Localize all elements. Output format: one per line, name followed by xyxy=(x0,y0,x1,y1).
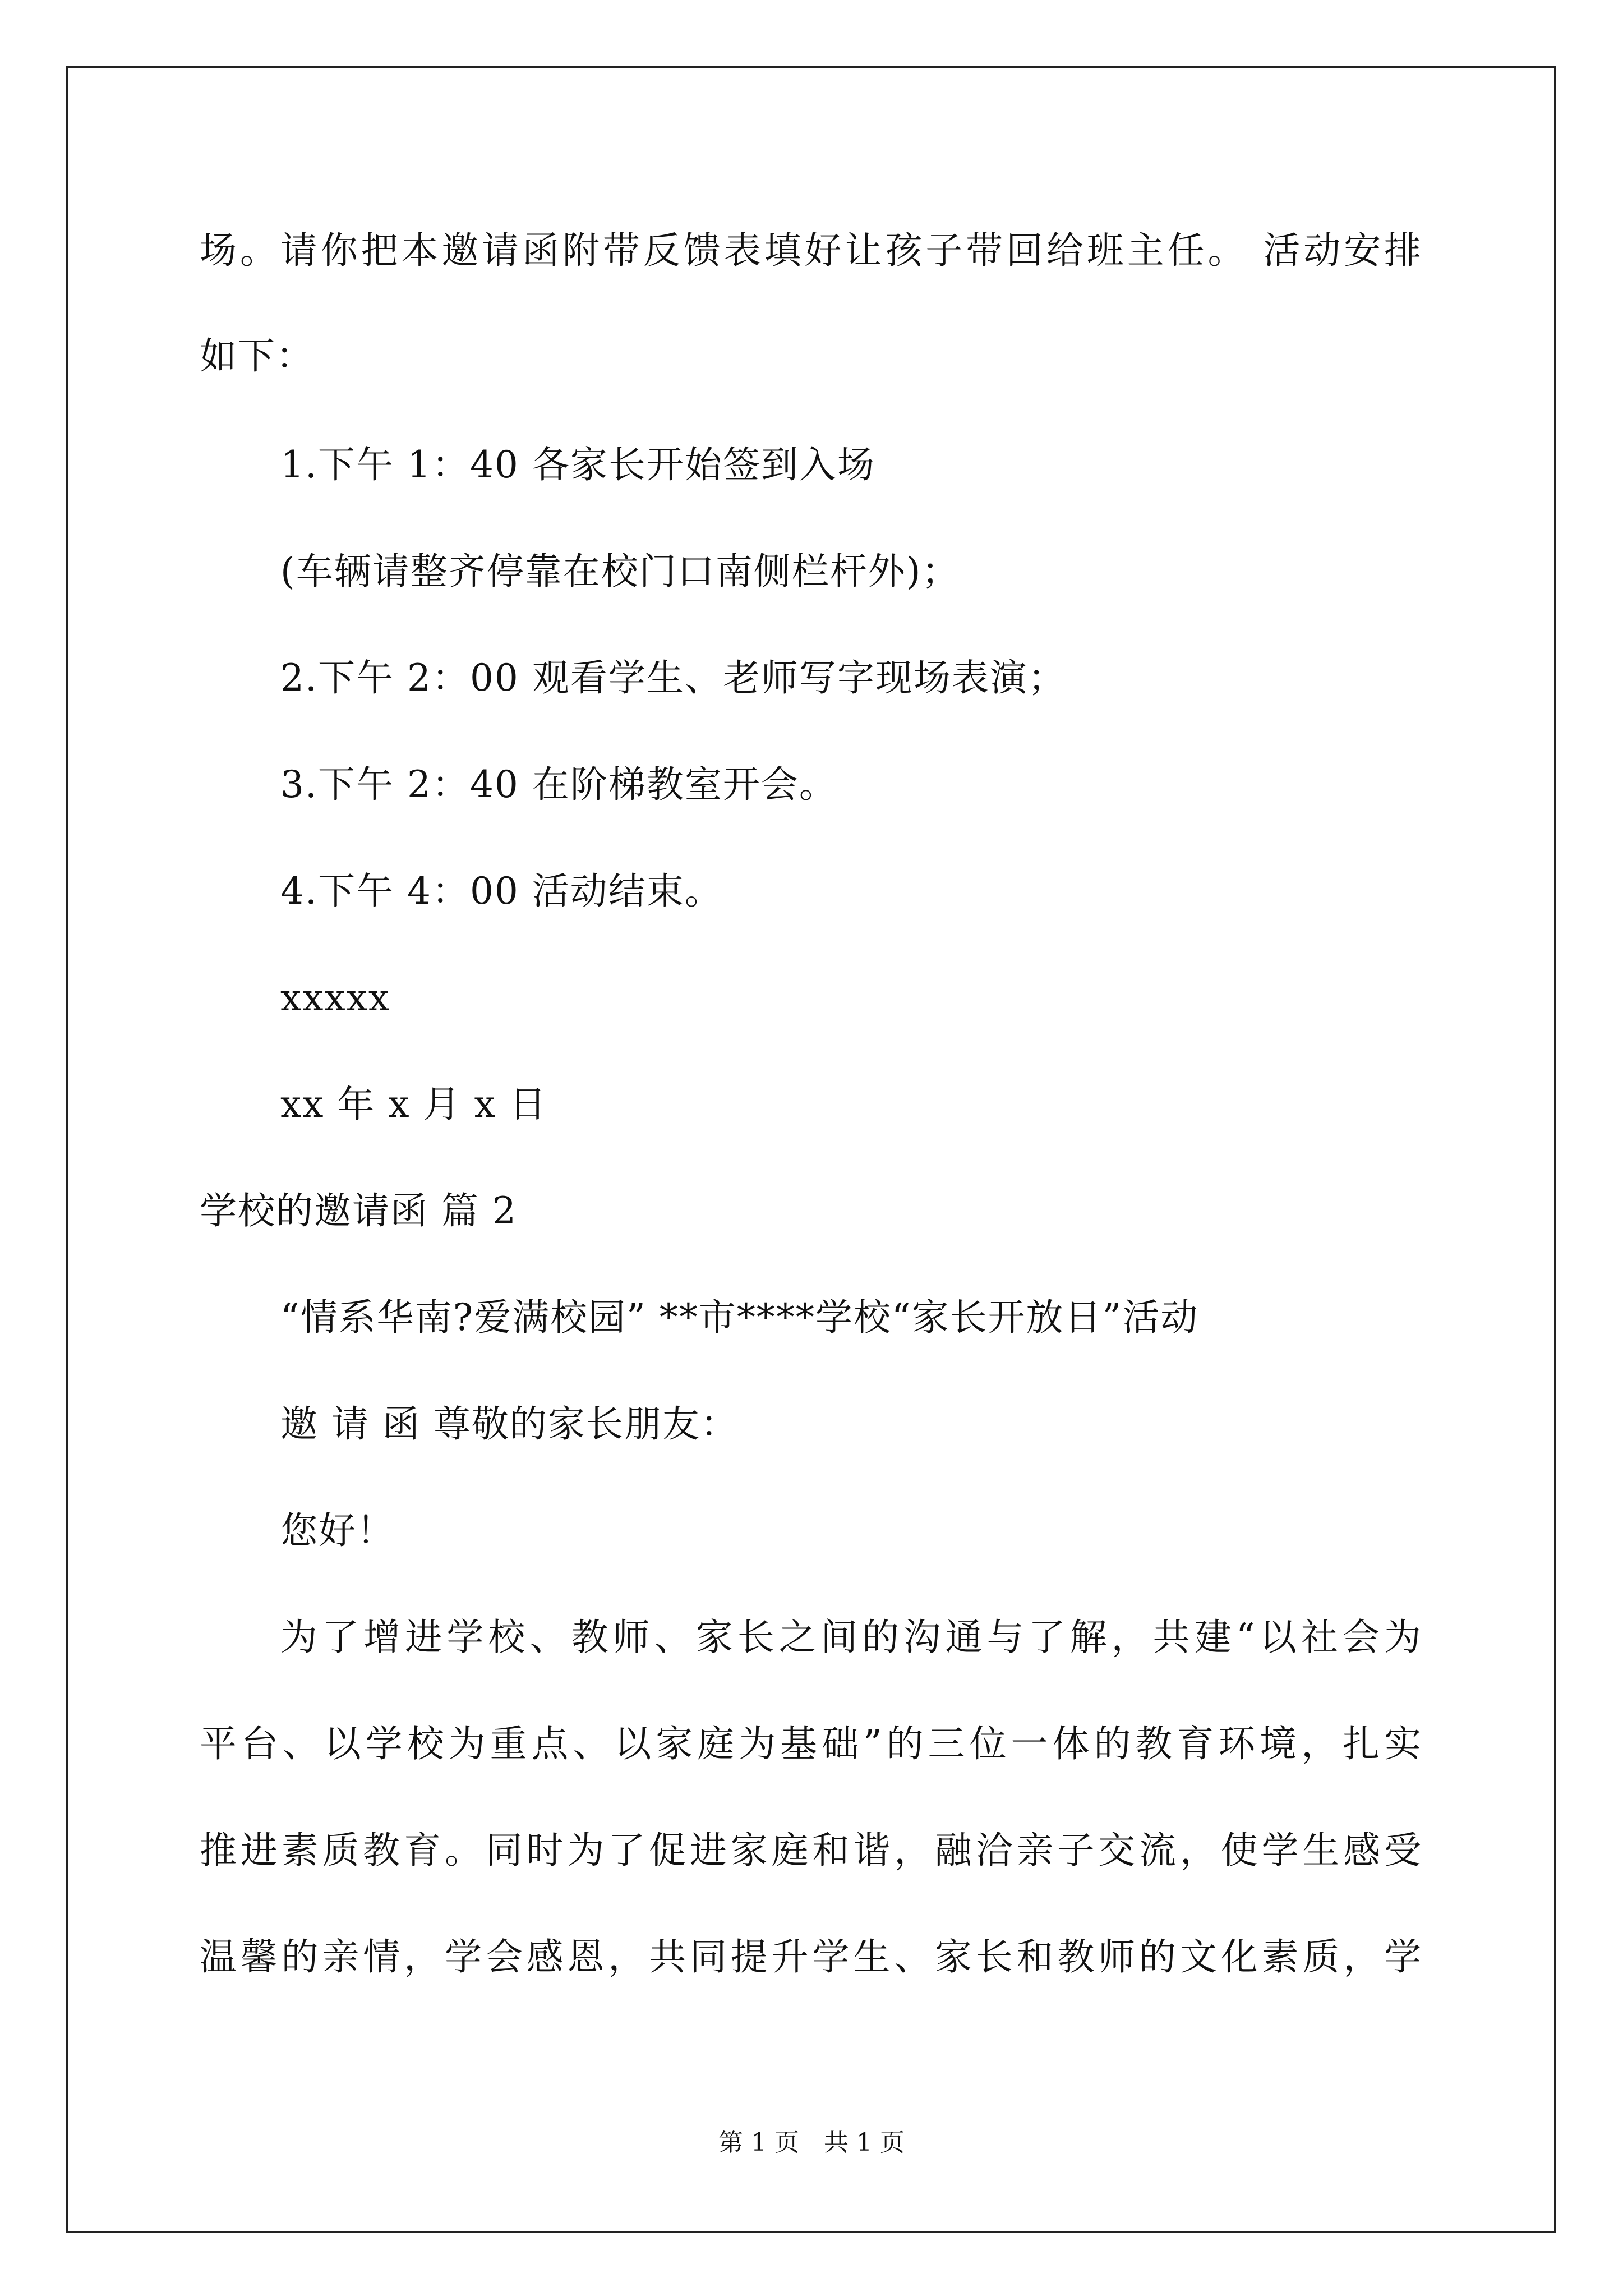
salutation: 邀 请 函 尊敬的家长朋友： xyxy=(280,1402,739,1446)
paragraph-line-4: 温馨的亲情，学会感恩，共同提升学生、家长和教师的文化素质，学 xyxy=(200,1935,1422,1978)
greeting: 您好！ xyxy=(280,1509,395,1552)
page-number-footer: 第 1 页 共 1 页 xyxy=(718,2128,905,2157)
paragraph-line-3: 推进素质教育。同时为了促进家庭和谐，融洽亲子交流，使学生感受 xyxy=(200,1829,1422,1872)
body-line-1: 场。请你把本邀请函附带反馈表填好让孩子带回给班主任。 活动安排 xyxy=(200,229,1422,272)
paragraph-line-1: 为了增进学校、教师、家长之间的沟通与了解，共建“以社会为 xyxy=(280,1616,1422,1659)
schedule-item-1: 1.下午 1：40 各家长开始签到入场 xyxy=(280,443,875,486)
event-title: “情系华南?爱满校园” **市****学校“家长开放日”活动 xyxy=(280,1296,1199,1339)
schedule-item-3: 3.下午 2：40 在阶梯教室开会。 xyxy=(280,763,837,806)
schedule-item-1-note: (车辆请整齐停靠在校门口南侧栏杆外)； xyxy=(280,550,960,593)
body-line-2: 如下： xyxy=(200,334,314,378)
signature-date: xx 年 x 月 x 日 xyxy=(280,1083,547,1126)
page-border xyxy=(66,66,1556,2233)
schedule-item-2: 2.下午 2：00 观看学生、老师写字现场表演； xyxy=(280,656,1066,700)
paragraph-line-2: 平台、以学校为重点、以家庭为基础”的三位一体的教育环境，扎实 xyxy=(200,1722,1422,1765)
signature-name: xxxxx xyxy=(280,976,391,1019)
schedule-item-4: 4.下午 4：00 活动结束。 xyxy=(280,869,723,913)
section-heading: 学校的邀请函 篇 2 xyxy=(200,1189,517,1232)
